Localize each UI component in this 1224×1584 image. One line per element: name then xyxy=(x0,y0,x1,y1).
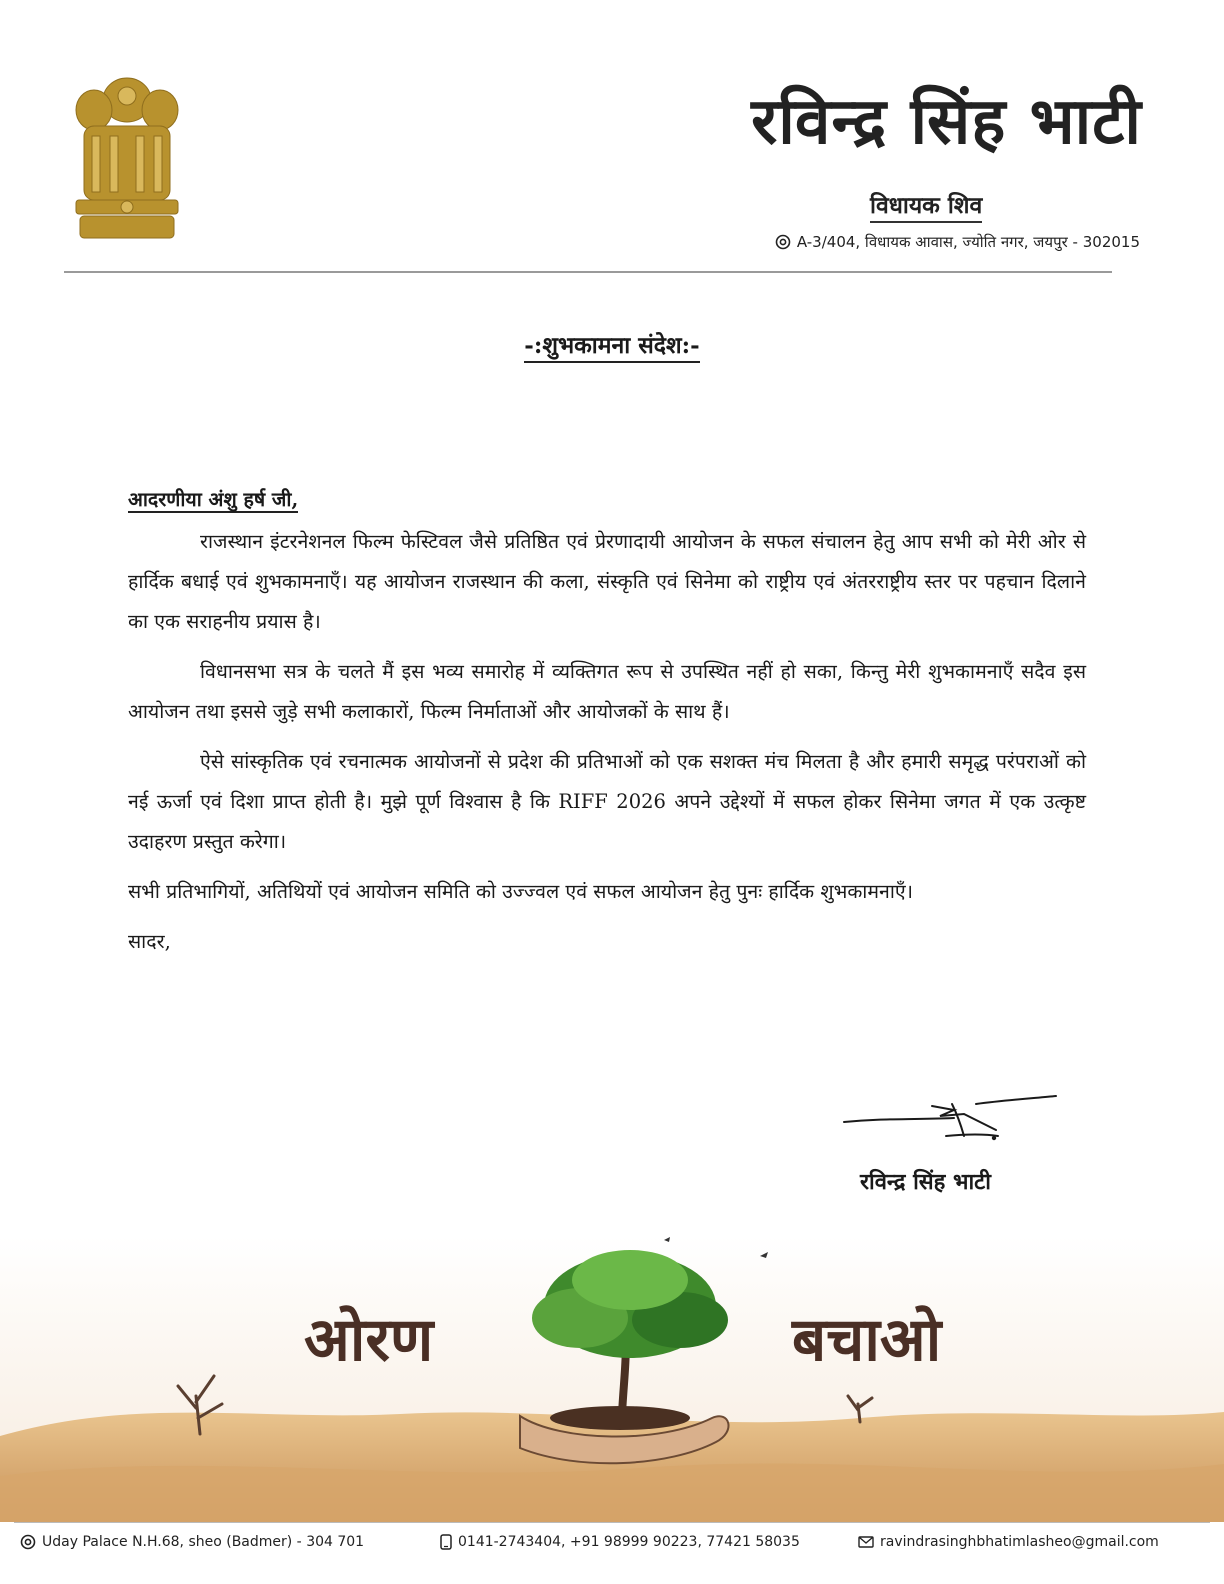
location-pin-icon xyxy=(20,1534,36,1550)
letter-body xyxy=(128,480,1086,962)
phone-icon xyxy=(440,1534,452,1550)
footer xyxy=(20,1534,1210,1558)
header-divider xyxy=(64,271,1112,273)
salutation-text: आदरणीया अंशु हर्ष जी, xyxy=(128,488,299,511)
footer-address xyxy=(20,1534,364,1550)
salutation xyxy=(128,480,1086,520)
state-emblem-icon xyxy=(62,66,192,244)
paragraph-3: ऐसे सांस्कृतिक एवं रचनात्मक आयोजनों से प्रदेश की प्रतिभाओं को एक सशक्त मंच मिलता है और हमारी समृद्ध परंपराओं को नई ऊर्जा एवं दिशा प्राप्त होती है। मुझे पूर्ण विश्वास है कि RIFF 2026 अपने उद्देश्यों में सफल होकर सिनेमा जगत में एक उत्कृष्ट उदाहरण प्रस्तुत करेगा। xyxy=(128,750,1086,853)
designation: विधायक शिव xyxy=(870,188,982,223)
location-pin-icon xyxy=(775,234,791,250)
banner-right-word: बचाओ xyxy=(792,1305,942,1375)
header-address xyxy=(775,232,1140,252)
banner-left-word: ओरण xyxy=(304,1305,434,1375)
closing: सादर, xyxy=(128,930,171,953)
footer-email-text: ravindrasinghbhatimlasheo@gmail.com xyxy=(880,1534,1159,1550)
paragraph-4: सभी प्रतिभागियों, अतिथियों एवं आयोजन समिति को उज्ज्वल एवं सफल आयोजन हेतु पुनः हार्दिक शुभकामनाएँ। xyxy=(128,880,914,903)
page-title xyxy=(0,328,1224,360)
footer-phones xyxy=(440,1534,800,1550)
mail-icon xyxy=(858,1536,874,1548)
paragraph-2: विधानसभा सत्र के चलते मैं इस भव्य समारोह में व्यक्तिगत रूप से उपस्थित नहीं हो सका, किन्तु मेरी शुभकामनाएँ सदैव इस आयोजन तथा इससे जुड़े सभी कलाकारों, फिल्म निर्माताओं और आयोजकों के साथ हैं। xyxy=(128,660,1086,723)
header-name: रविन्द्र सिंह भाटी xyxy=(751,84,1142,159)
footer-divider xyxy=(14,1522,1210,1523)
signature-image xyxy=(836,1092,1060,1152)
footer-email xyxy=(858,1534,1159,1550)
footer-address-text: Uday Palace N.H.68, sheo (Badmer) - 304 701 xyxy=(42,1534,365,1550)
footer-phones-text: 0141-2743404, +91 98999 90223, 77421 58035 xyxy=(458,1534,800,1550)
title-text: -:शुभकामना संदेश:- xyxy=(524,332,699,363)
signer-name: रविन्द्र सिंह भाटी xyxy=(860,1169,991,1195)
address-text: A-3/404, विधायक आवास, ज्योति नगर, जयपुर - 302015 xyxy=(796,233,1140,251)
paragraph-1: राजस्थान इंटरनेशनल फिल्म फेस्टिवल जैसे प्रतिष्ठित एवं प्रेरणादायी आयोजन के सफल संचालन हेतु आप सभी को मेरी ओर से हार्दिक बधाई एवं शुभकामनाएँ। यह आयोजन राजस्थान की कला, संस्कृति एवं सिनेमा को राष्ट्रीय एवं अंतरराष्ट्रीय स्तर पर पहचान दिलाने का एक सराहनीय प्रयास है। xyxy=(128,530,1086,633)
oran-bachao-banner xyxy=(0,1236,1224,1522)
